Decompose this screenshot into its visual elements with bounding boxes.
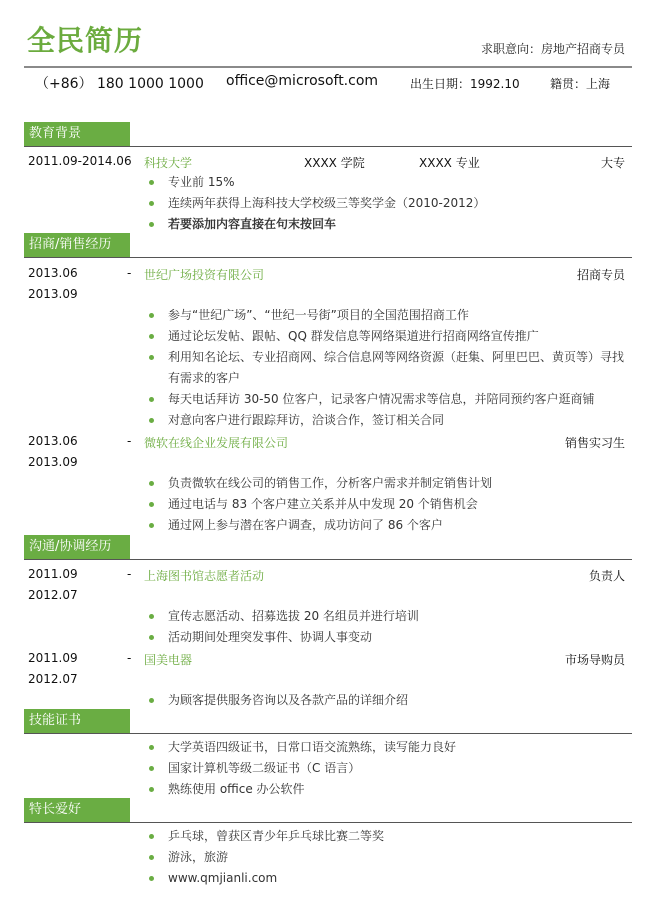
bullet-dot	[149, 766, 154, 771]
comm-divider	[24, 559, 632, 560]
comm-section-title: 沟通/协调经历	[29, 539, 112, 554]
job-start-date: 2013.06	[28, 266, 78, 280]
bullet-dot	[149, 855, 154, 860]
sales-divider	[24, 257, 632, 258]
job-bullet: 通过网上参与潜在客户调查，成功访问了 86 个客户	[168, 518, 443, 532]
bullet-dot	[149, 481, 154, 486]
education-bullet: 专业前 15%	[168, 175, 235, 189]
sales-section-title: 招商/销售经历	[29, 237, 112, 252]
bullet-dot	[149, 418, 154, 423]
bullet-dot	[149, 201, 154, 206]
job-start-date: 2011.09	[28, 651, 78, 665]
education-section-title: 教育背景	[29, 126, 82, 141]
skill-bullet: 熟练使用 office 办公软件	[168, 782, 305, 796]
job-company: 上海图书馆志愿者活动	[144, 569, 265, 583]
date-dash: -	[127, 266, 132, 280]
website-link[interactable]: www.qmjianli.com	[168, 871, 278, 885]
phone-number: （+86） 180 1000 1000	[35, 76, 204, 92]
bullet-dot	[149, 787, 154, 792]
job-end-date: 2013.09	[28, 287, 78, 301]
hobbies-divider	[24, 822, 632, 823]
job-role: 负责人	[588, 569, 625, 583]
job-end-date: 2012.07	[28, 588, 78, 602]
job-bullet: 每天电话拜访 30-50 位客户，记录客户情况需求等信息，并陪同预约客户逛商铺	[168, 392, 595, 406]
hobby-bullet: 游泳，旅游	[168, 850, 229, 864]
bullet-dot	[149, 876, 154, 881]
bullet-dot	[149, 222, 154, 227]
education-major: XXXX 专业	[419, 156, 480, 170]
bullet-dot	[149, 397, 154, 402]
job-bullet-continued: 有需求的客户	[168, 371, 241, 385]
job-start-date: 2011.09	[28, 567, 78, 581]
bullet-dot	[149, 834, 154, 839]
date-dash: -	[127, 567, 132, 581]
email-address[interactable]: office@microsoft.com	[226, 73, 379, 89]
skills-section-title: 技能证书	[29, 713, 82, 728]
job-bullet: 参与“世纪广场”、“世纪一号街”项目的全国范围招商工作	[168, 308, 469, 322]
skill-bullet: 大学英语四级证书，日常口语交流熟练，读写能力良好	[168, 740, 457, 754]
education-date: 2011.09-2014.06	[28, 154, 132, 168]
education-school: 科技大学	[144, 156, 193, 170]
job-role: 招商专员	[576, 268, 625, 282]
job-bullet: 负责微软在线公司的销售工作，分析客户需求并制定销售计划	[168, 476, 493, 490]
logo-title: 全民简历	[27, 24, 144, 57]
job-bullet: 活动期间处理突发事件、协调人事变动	[168, 630, 373, 644]
skill-bullet: 国家计算机等级二级证书（C 语言）	[168, 761, 361, 775]
job-bullet: 通过电话与 83 个客户建立关系并从中发现 20 个销售机会	[168, 497, 478, 511]
hobbies-section-title: 特长爱好	[29, 802, 82, 817]
job-intent: 求职意向：房地产招商专员	[480, 42, 625, 56]
education-divider	[24, 146, 632, 147]
bullet-dot	[149, 502, 154, 507]
date-dash: -	[127, 434, 132, 448]
bullet-dot	[149, 313, 154, 318]
bullet-dot	[149, 355, 154, 360]
job-company: 国美电器	[144, 653, 193, 667]
job-start-date: 2013.06	[28, 434, 78, 448]
hobby-bullet: 乒乓球，曾获区青少年乒乓球比赛二等奖	[168, 829, 385, 843]
education-degree: 大专	[600, 156, 625, 170]
job-company: 微软在线企业发展有限公司	[144, 436, 289, 450]
job-bullet: 对意向客户进行跟踪拜访，洽谈合作，签订相关合同	[168, 413, 445, 427]
bullet-dot	[149, 334, 154, 339]
birth-date: 出生日期：1992.10	[410, 77, 520, 91]
header-divider	[24, 66, 632, 68]
education-college: XXXX 学院	[304, 156, 365, 170]
bullet-dot	[149, 635, 154, 640]
job-role: 市场导购员	[564, 653, 625, 667]
job-company: 世纪广场投资有限公司	[144, 268, 265, 282]
job-end-date: 2013.09	[28, 455, 78, 469]
bullet-dot	[149, 745, 154, 750]
job-bullet: 宣传志愿活动、招募选拔 20 名组员并进行培训	[168, 609, 419, 623]
job-bullet: 通过论坛发帖、跟帖、QQ 群发信息等网络渠道进行招商网络宣传推广	[168, 329, 539, 343]
bullet-dot	[149, 698, 154, 703]
bullet-dot	[149, 523, 154, 528]
education-bullet: 若要添加内容直接在句末按回车	[168, 217, 337, 231]
native-place: 籍贯：上海	[550, 77, 611, 91]
job-end-date: 2012.07	[28, 672, 78, 686]
job-role: 销售实习生	[564, 436, 625, 450]
bullet-dot	[149, 614, 154, 619]
job-bullet: 为顾客提供服务咨询以及各款产品的详细介绍	[168, 693, 409, 707]
bullet-dot	[149, 180, 154, 185]
skills-divider	[24, 733, 632, 734]
education-bullet: 连续两年获得上海科技大学校级三等奖学金（2010-2012）	[168, 196, 486, 210]
date-dash: -	[127, 651, 132, 665]
job-bullet: 利用知名论坛、专业招商网、综合信息网等网络资源（赶集、阿里巴巴、黄页等）寻找	[168, 350, 625, 364]
